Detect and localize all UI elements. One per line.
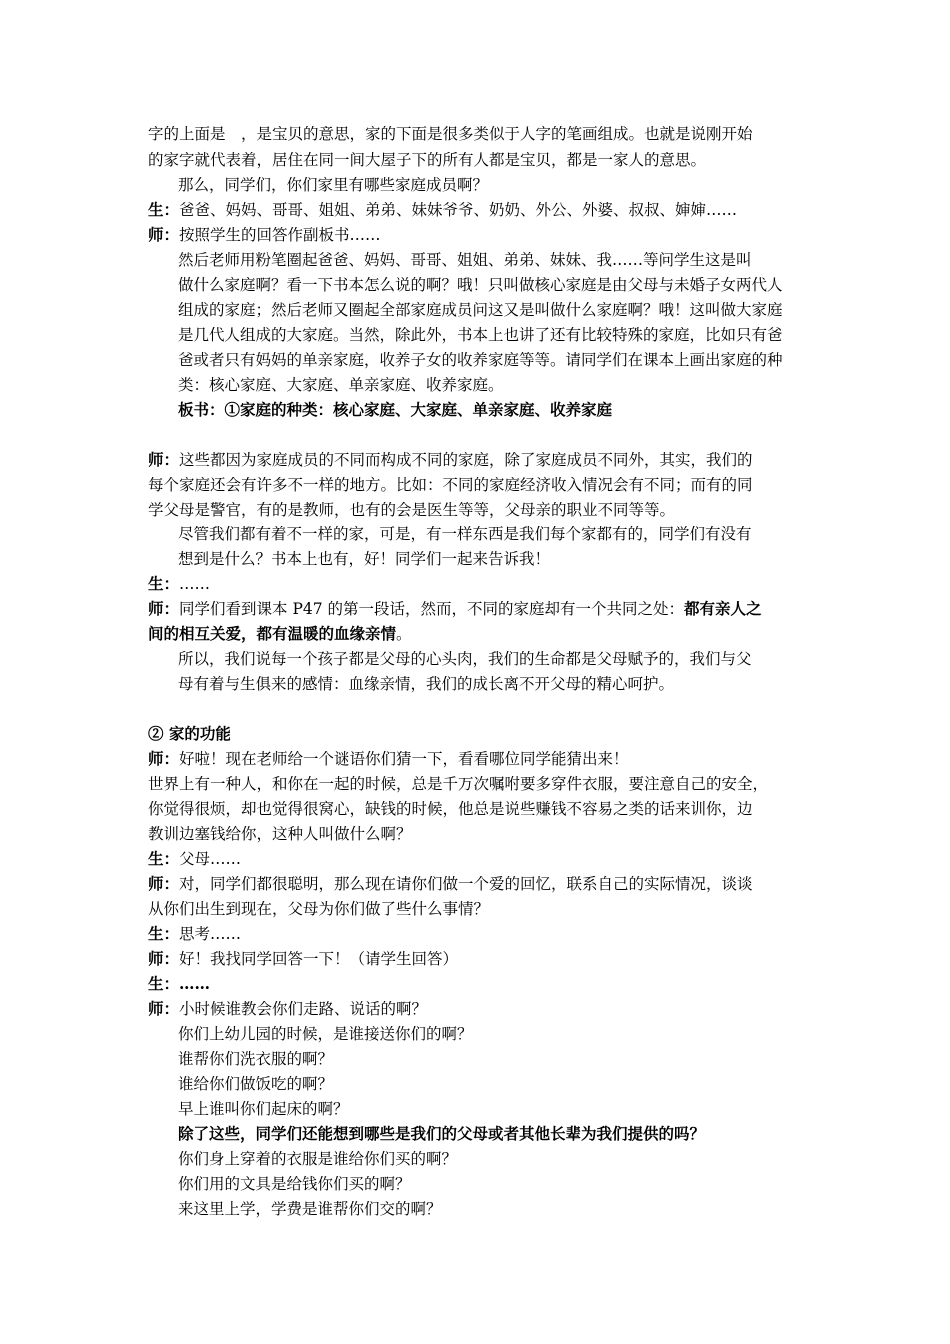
text-line (178, 273, 848, 297)
text-run: 教训边塞钱给你，这种人叫做什么啊？ (148, 825, 412, 843)
text-run: 师： (148, 749, 180, 768)
text-line (178, 1022, 848, 1046)
text-line (148, 722, 818, 746)
text-line (148, 448, 818, 472)
text-run: 学父母是警官，有的是教师，也有的会是医生等等，父母亲的职业不同等等。 (148, 501, 676, 519)
text-run: 除了这些，同学们还能想到哪些是我们的父母或者其他长辈为我们提供的吗？ (178, 1124, 706, 1143)
text-run: 。 (396, 625, 412, 643)
text-run: 生： (148, 924, 180, 943)
text-run: 同学们看到课本 P47 的第一段话，然而，不同的家庭却有一个共同之处： (179, 600, 685, 618)
text-line (148, 897, 818, 921)
text-run: 思考…… (179, 925, 242, 943)
text-line (148, 922, 818, 946)
text-run: 师： (148, 450, 180, 469)
text-run: 爸爸、妈妈、哥哥、姐姐、弟弟、妹妹爷爷、奶奶、外公、外婆、叔叔、婶婶…… (179, 201, 738, 219)
text-run: 的家字就代表着，居住在同一间大屋子下的所有人都是宝贝，都是一家人的意思。 (148, 151, 707, 169)
text-run: 做什么家庭啊？看一下书本怎么说的啊？哦！只叫做核心家庭是由父母与未婚子女两代人 (178, 276, 783, 294)
text-line (178, 672, 848, 696)
text-run: 生： (148, 574, 180, 593)
text-run: 你觉得很烦，却也觉得很窝心，缺钱的时候，他总是说些赚钱不容易之类的话来训你，边 (148, 800, 753, 818)
text-line (178, 298, 848, 322)
text-run: 你们上幼儿园的时候，是谁接送你们的啊？ (178, 1025, 473, 1043)
text-line (148, 198, 818, 222)
text-run: 生： (148, 200, 180, 219)
text-run: 师： (148, 874, 180, 893)
text-run: 字的上面是 ，是宝贝的意思，家的下面是很多类似于人字的笔画组成。也就是说刚开始 (148, 125, 753, 143)
text-line (148, 872, 818, 896)
text-line (178, 1197, 848, 1221)
text-run: 这些都因为家庭成员的不同而构成不同的家庭，除了家庭成员不同外，其实，我们的 (179, 451, 753, 469)
text-line (148, 122, 818, 146)
text-line (178, 647, 848, 671)
text-run: 然后老师用粉笔圈起爸爸、妈妈、哥哥、姐姐、弟弟、妹妹、我……等问学生这是叫 (178, 251, 752, 269)
text-line (178, 248, 848, 272)
text-run: 小时候谁教会你们走路、说话的啊？ (179, 1000, 428, 1018)
text-run: 想到是什么？书本上也有，好！同学们一起来告诉我！ (178, 550, 551, 568)
text-run: 尽管我们都有着不一样的家，可是，有一样东西是我们每个家都有的，同学们有没有 (178, 525, 752, 543)
text-line (148, 947, 818, 971)
text-run: 师： (148, 225, 180, 244)
text-run: 来这里上学，学费是谁帮你们交的啊？ (178, 1200, 442, 1218)
text-run: 所以，我们说每一个孩子都是父母的心头肉，我们的生命都是父母赋予的，我们与父 (178, 650, 752, 668)
text-run: 世界上有一种人，和你在一起的时候，总是千万次嘱咐要多穿件衣服，要注意自己的安全， (148, 775, 769, 793)
text-run: 是几代人组成的大家庭。当然，除此外，书本上也讲了还有比较特殊的家庭，比如只有爸 (178, 326, 783, 344)
text-run: 好啦！现在老师给一个谜语你们猜一下，看看哪位同学能猜出来！ (179, 750, 629, 768)
text-run: 都有亲人之 (684, 599, 762, 618)
text-run: …… (179, 575, 211, 593)
text-run: 师： (148, 949, 180, 968)
text-line (148, 847, 818, 871)
text-line (148, 223, 818, 247)
text-run: 那么，同学们，你们家里有哪些家庭成员啊？ (178, 176, 489, 194)
text-run: 你们用的文具是给钱你们买的啊？ (178, 1175, 411, 1193)
text-line (148, 772, 818, 796)
text-line (148, 972, 818, 996)
text-line (178, 522, 848, 546)
text-run: ② 家的功能 (148, 724, 231, 743)
text-line (178, 323, 848, 347)
text-run: 谁帮你们洗衣服的啊？ (178, 1050, 334, 1068)
text-line (178, 1172, 848, 1196)
text-run: 早上谁叫你们起床的啊？ (178, 1100, 349, 1118)
text-line (178, 1122, 848, 1146)
text-run: 母有着与生俱来的感情：血缘亲情，我们的成长离不开父母的精心呵护。 (178, 675, 675, 693)
text-run: 板书：①家庭的种类：核心家庭、大家庭、单亲家庭、收养家庭 (178, 400, 613, 419)
text-line (178, 373, 848, 397)
text-line (148, 473, 818, 497)
text-run: 父母…… (179, 850, 242, 868)
text-line (148, 822, 818, 846)
text-run: 生： (148, 849, 180, 868)
text-run: 对，同学们都很聪明，那么现在请你们做一个爱的回忆，联系自己的实际情况，谈谈 (179, 875, 753, 893)
text-line (148, 572, 818, 596)
text-run: 类：核心家庭、大家庭、单亲家庭、收养家庭。 (178, 376, 504, 394)
text-line (178, 547, 848, 571)
text-run: 谁给你们做饭吃的啊？ (178, 1075, 334, 1093)
text-run: 从你们出生到现在，父母为你们做了些什么事情？ (148, 900, 490, 918)
text-run: 师： (148, 999, 180, 1018)
text-run: 组成的家庭；然后老师又圈起全部家庭成员问这又是叫做什么家庭啊？哦！这叫做大家庭 (178, 301, 783, 319)
text-line (148, 997, 818, 1021)
text-line (148, 622, 818, 646)
text-run: 间的相互关爱，都有温暖的血缘亲情 (148, 624, 397, 643)
text-line (148, 797, 818, 821)
text-line (178, 1072, 848, 1096)
text-line (178, 1047, 848, 1071)
text-run: 每个家庭还会有许多不一样的地方。比如：不同的家庭经济收入情况会有不同；而有的同 (148, 476, 753, 494)
text-line (178, 1097, 848, 1121)
text-line (178, 398, 848, 422)
text-line (148, 148, 818, 172)
text-run: 好！我找同学回答一下！（请学生回答） (179, 950, 459, 968)
text-line (178, 348, 848, 372)
text-line (148, 747, 818, 771)
text-line (178, 173, 848, 197)
text-run: 爸或者只有妈妈的单亲家庭，收养子女的收养家庭等等。请同学们在课本上画出家庭的种 (178, 351, 783, 369)
text-run: 你们身上穿着的衣服是谁给你们买的啊？ (178, 1150, 458, 1168)
text-run: 生：…… (148, 974, 211, 993)
text-run: 按照学生的回答作副板书…… (179, 226, 381, 244)
text-line (148, 597, 818, 621)
text-run: 师： (148, 599, 180, 618)
text-line (178, 1147, 848, 1171)
text-line (148, 498, 818, 522)
